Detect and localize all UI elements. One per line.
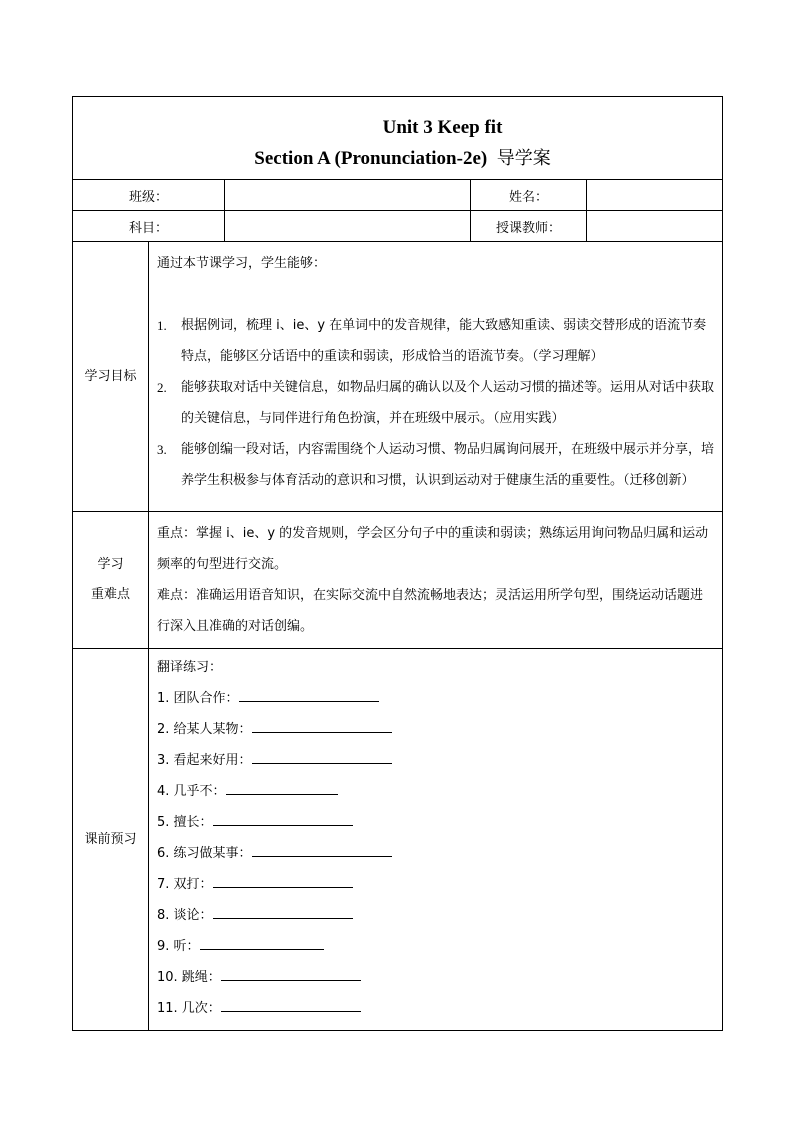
preview-item	[157, 838, 714, 869]
preview-item	[157, 900, 714, 931]
study-guide-sheet	[72, 96, 722, 1031]
preview-item-label: 8. 谈论：	[157, 908, 213, 923]
objectives-intro: 通过本节课学习，学生能够：	[157, 256, 327, 271]
preview-item	[157, 869, 714, 900]
answer-blank[interactable]	[252, 718, 392, 733]
preview-item	[157, 993, 714, 1024]
answer-blank[interactable]	[252, 842, 392, 857]
preview-item-label: 4. 几乎不：	[157, 784, 226, 799]
objectives-label: 学习目标	[73, 242, 149, 512]
preview-item-label: 10. 跳绳：	[157, 970, 221, 985]
objective-text: 根据例词，梳理 i、ie、y 在单词中的发音规律，能大致感知重读、弱读交替形成的语流节奏特点，能够区分话语中的重读和弱读，形成恰当的语流节奏。（学习理解）	[181, 318, 707, 364]
answer-blank[interactable]	[213, 873, 353, 888]
preview-item-label: 2. 给某人某物：	[157, 722, 252, 737]
objectives-row	[73, 242, 723, 512]
objective-item	[157, 434, 714, 496]
answer-blank[interactable]	[200, 935, 324, 950]
keypoints-label	[73, 512, 149, 649]
preview-heading: 翻译练习：	[157, 660, 223, 675]
preview-item-label: 9. 听：	[157, 939, 200, 954]
preview-item	[157, 807, 714, 838]
study-guide-table	[72, 96, 723, 1031]
preview-row	[73, 649, 723, 1031]
class-label: 班级：	[73, 180, 225, 211]
answer-blank[interactable]	[213, 811, 353, 826]
preview-label: 课前预习	[73, 649, 149, 1031]
class-field[interactable]	[225, 180, 471, 211]
keypoints-content	[149, 512, 723, 649]
preview-item	[157, 931, 714, 962]
preview-item-label: 5. 擅长：	[157, 815, 213, 830]
preview-item-label: 11. 几次：	[157, 1001, 221, 1016]
preview-item	[157, 776, 714, 807]
name-field[interactable]	[587, 180, 723, 211]
keypoints-label-line1: 学习	[97, 557, 124, 572]
answer-blank[interactable]	[221, 997, 361, 1012]
objective-item	[157, 310, 714, 372]
answer-blank[interactable]	[213, 904, 353, 919]
answer-blank[interactable]	[221, 966, 361, 981]
preview-item-label: 3. 看起来好用：	[157, 753, 252, 768]
answer-blank[interactable]	[239, 687, 379, 702]
answer-blank[interactable]	[226, 780, 338, 795]
keypoints-label-line2: 重难点	[90, 587, 130, 602]
section-title-en: Section A (Pronunciation-2e)	[254, 148, 488, 169]
objective-number: 2.	[157, 380, 167, 395]
objectives-content	[149, 242, 723, 512]
answer-blank[interactable]	[252, 749, 392, 764]
keypoints-row	[73, 512, 723, 649]
section-title-cn: 导学案	[496, 148, 551, 169]
class-row	[73, 180, 723, 211]
section-title	[73, 143, 722, 175]
preview-item-label: 6. 练习做某事：	[157, 846, 252, 861]
preview-item-label: 7. 双打：	[157, 877, 213, 892]
keypoints-focus: 重点：掌握 i、ie、y 的发音规则，学会区分句子中的重读和弱读；熟练运用询问物品归属和运动频率的句型进行交流。	[157, 526, 709, 572]
objective-text: 能够创编一段对话，内容需围绕个人运动习惯、物品归属询问展开，在班级中展示并分享，培养学生积极参与体育活动的意识和习惯，认识到运动对于健康生活的重要性。（迁移创新）	[181, 442, 715, 488]
preview-list	[157, 683, 714, 1024]
preview-item	[157, 962, 714, 993]
name-label: 姓名：	[471, 180, 587, 211]
objective-item	[157, 372, 714, 434]
teacher-field[interactable]	[587, 211, 723, 242]
title-row	[73, 97, 723, 180]
teacher-label: 授课教师：	[471, 211, 587, 242]
unit-title: Unit 3 Keep fit	[382, 117, 503, 138]
objective-number: 3.	[157, 442, 167, 457]
objective-text: 能够获取对话中关键信息，如物品归属的确认以及个人运动习惯的描述等。运用从对话中获取的关键信息，与同伴进行角色扮演，并在班级中展示。（应用实践）	[181, 380, 715, 426]
preview-item	[157, 714, 714, 745]
subject-field[interactable]	[225, 211, 471, 242]
preview-item-label: 1. 团队合作：	[157, 691, 239, 706]
keypoints-difficulty: 难点：准确运用语音知识，在实际交流中自然流畅地表达；灵活运用所学句型，围绕运动话题进行深入且准确的对话创编。	[157, 588, 704, 634]
subject-row	[73, 211, 723, 242]
objective-number: 1.	[157, 318, 167, 333]
preview-content	[149, 649, 723, 1031]
title-cell	[73, 97, 723, 180]
preview-item	[157, 683, 714, 714]
preview-item	[157, 745, 714, 776]
subject-label: 科目：	[73, 211, 225, 242]
